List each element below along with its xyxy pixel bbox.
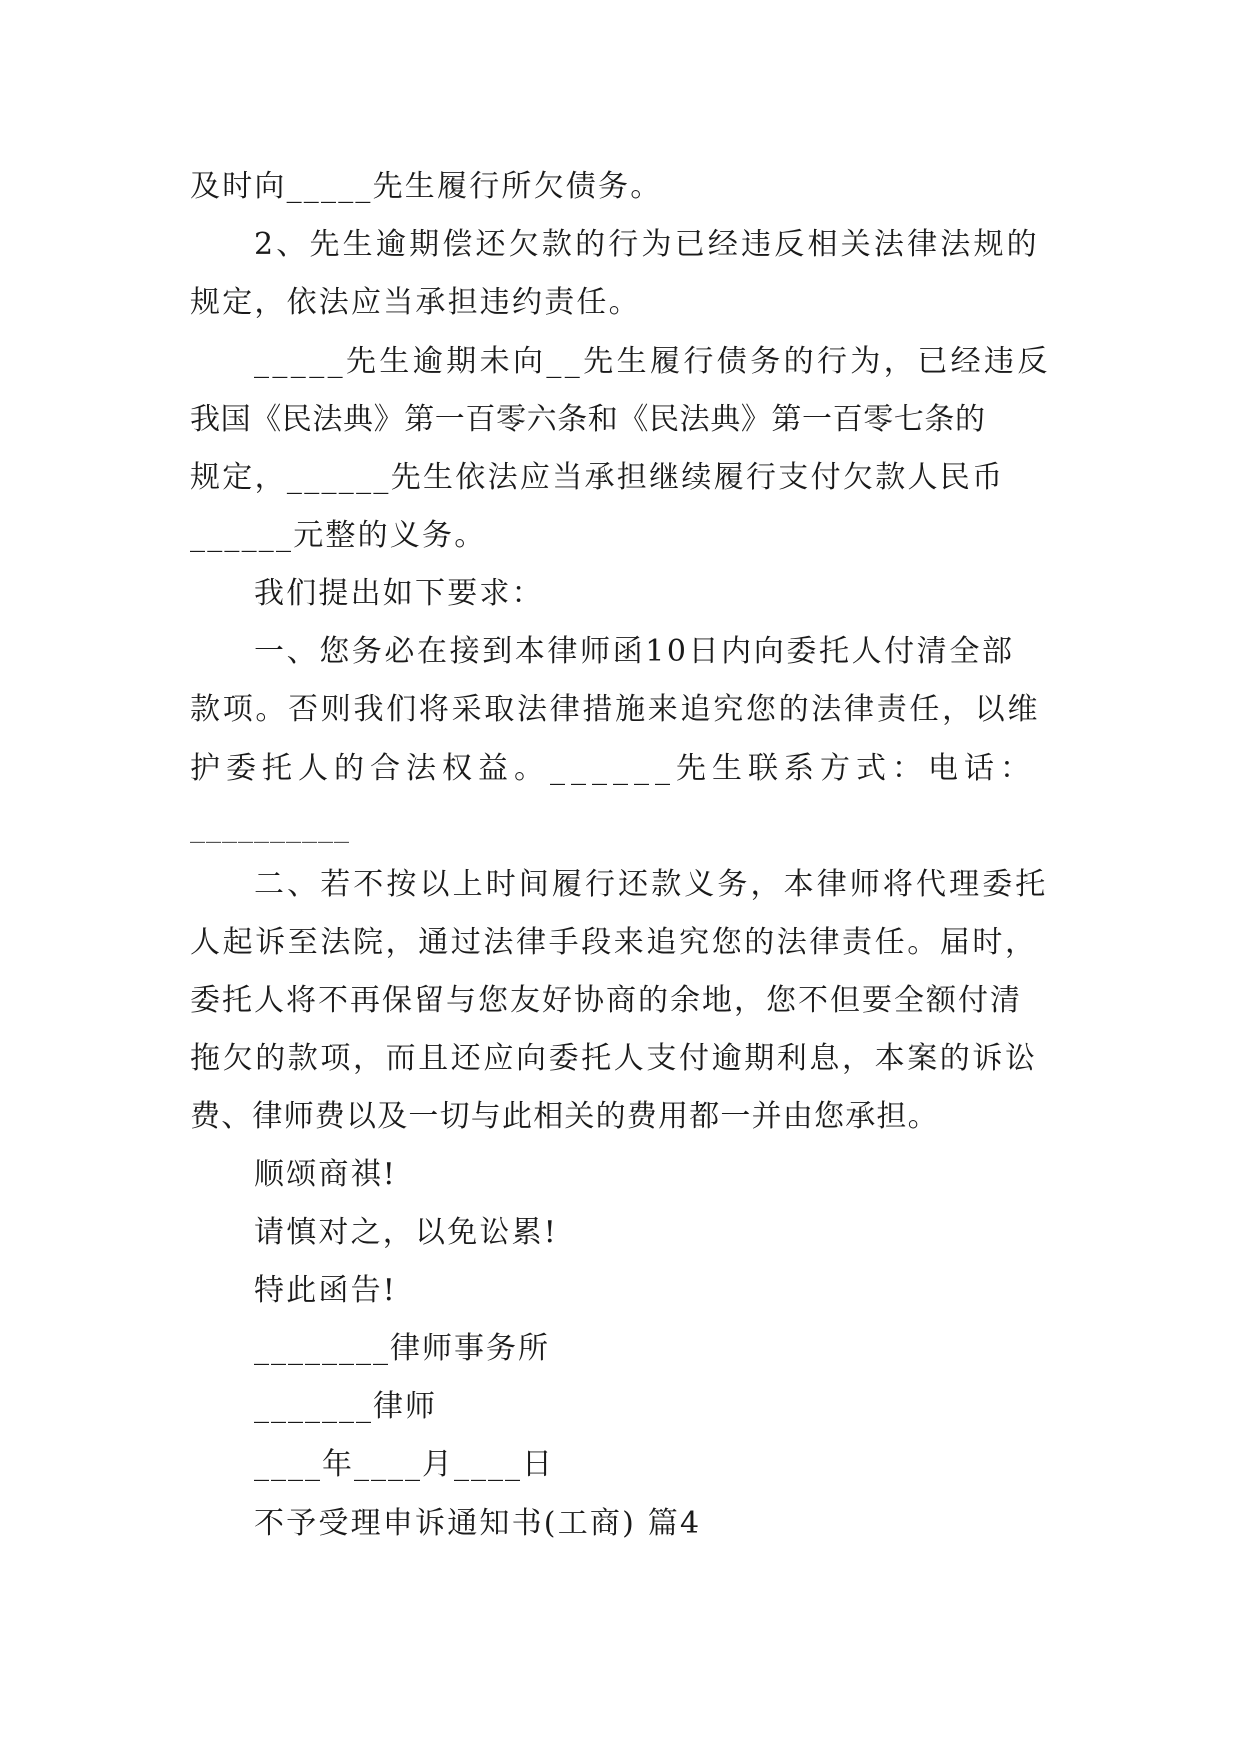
date-line: ____年____月____日 [254,1447,554,1482]
closing-greeting: 顺颂商祺! [254,1157,398,1192]
closing-warning: 请慎对之，以免讼累! [254,1215,559,1250]
section-heading: 不予受理申诉通知书(工商) 篇4 [254,1506,702,1541]
paragraph-line: 护委托人的合法权益。______先生联系方式：电话： [190,751,1036,786]
phone-blank-line: __________ [190,809,350,844]
paragraph-line: 拖欠的款项，而且还应向委托人支付逾期利息，本案的诉讼 [190,1041,1038,1076]
paragraph-line: 二、若不按以上时间履行还款义务，本律师将代理委托 [254,867,1049,902]
paragraph-line: 款项。否则我们将采取法律措施来追究您的法律责任，以维 [190,692,1041,727]
paragraph-line: 2、先生逾期偿还欠款的行为已经违反相关法律法规的 [254,227,1040,262]
paragraph-line: 我们提出如下要求： [254,576,544,611]
paragraph-line: 费、律师费以及一切与此相关的费用都一并由您承担。 [190,1099,939,1134]
paragraph-line: 规定，依法应当承担违约责任。 [190,285,641,320]
law-firm-signature: ________律师事务所 [254,1331,550,1366]
paragraph-line: 及时向_____先生履行所欠债务。 [190,169,663,204]
paragraph-line: 委托人将不再保留与您友好协商的余地，您不但要全额付清 [190,983,1022,1018]
lawyer-signature: _______律师 [254,1389,437,1424]
paragraph-line: 人起诉至法院，通过法律手段来追究您的法律责任。届时， [190,925,1038,960]
paragraph-line: ______元整的义务。 [190,518,487,553]
paragraph-line: 一、您务必在接到本律师函10日内向委托人付清全部 [254,634,1015,669]
paragraph-line: _____先生逾期未向__先生履行债务的行为，已经违反 [254,344,1051,379]
paragraph-line: 规定，______先生依法应当承担继续履行支付欠款人民币 [190,460,1005,495]
closing-notice: 特此函告! [254,1273,398,1308]
paragraph-line: 我国《民法典》第一百零六条和《民法典》第一百零七条的 [190,402,986,437]
